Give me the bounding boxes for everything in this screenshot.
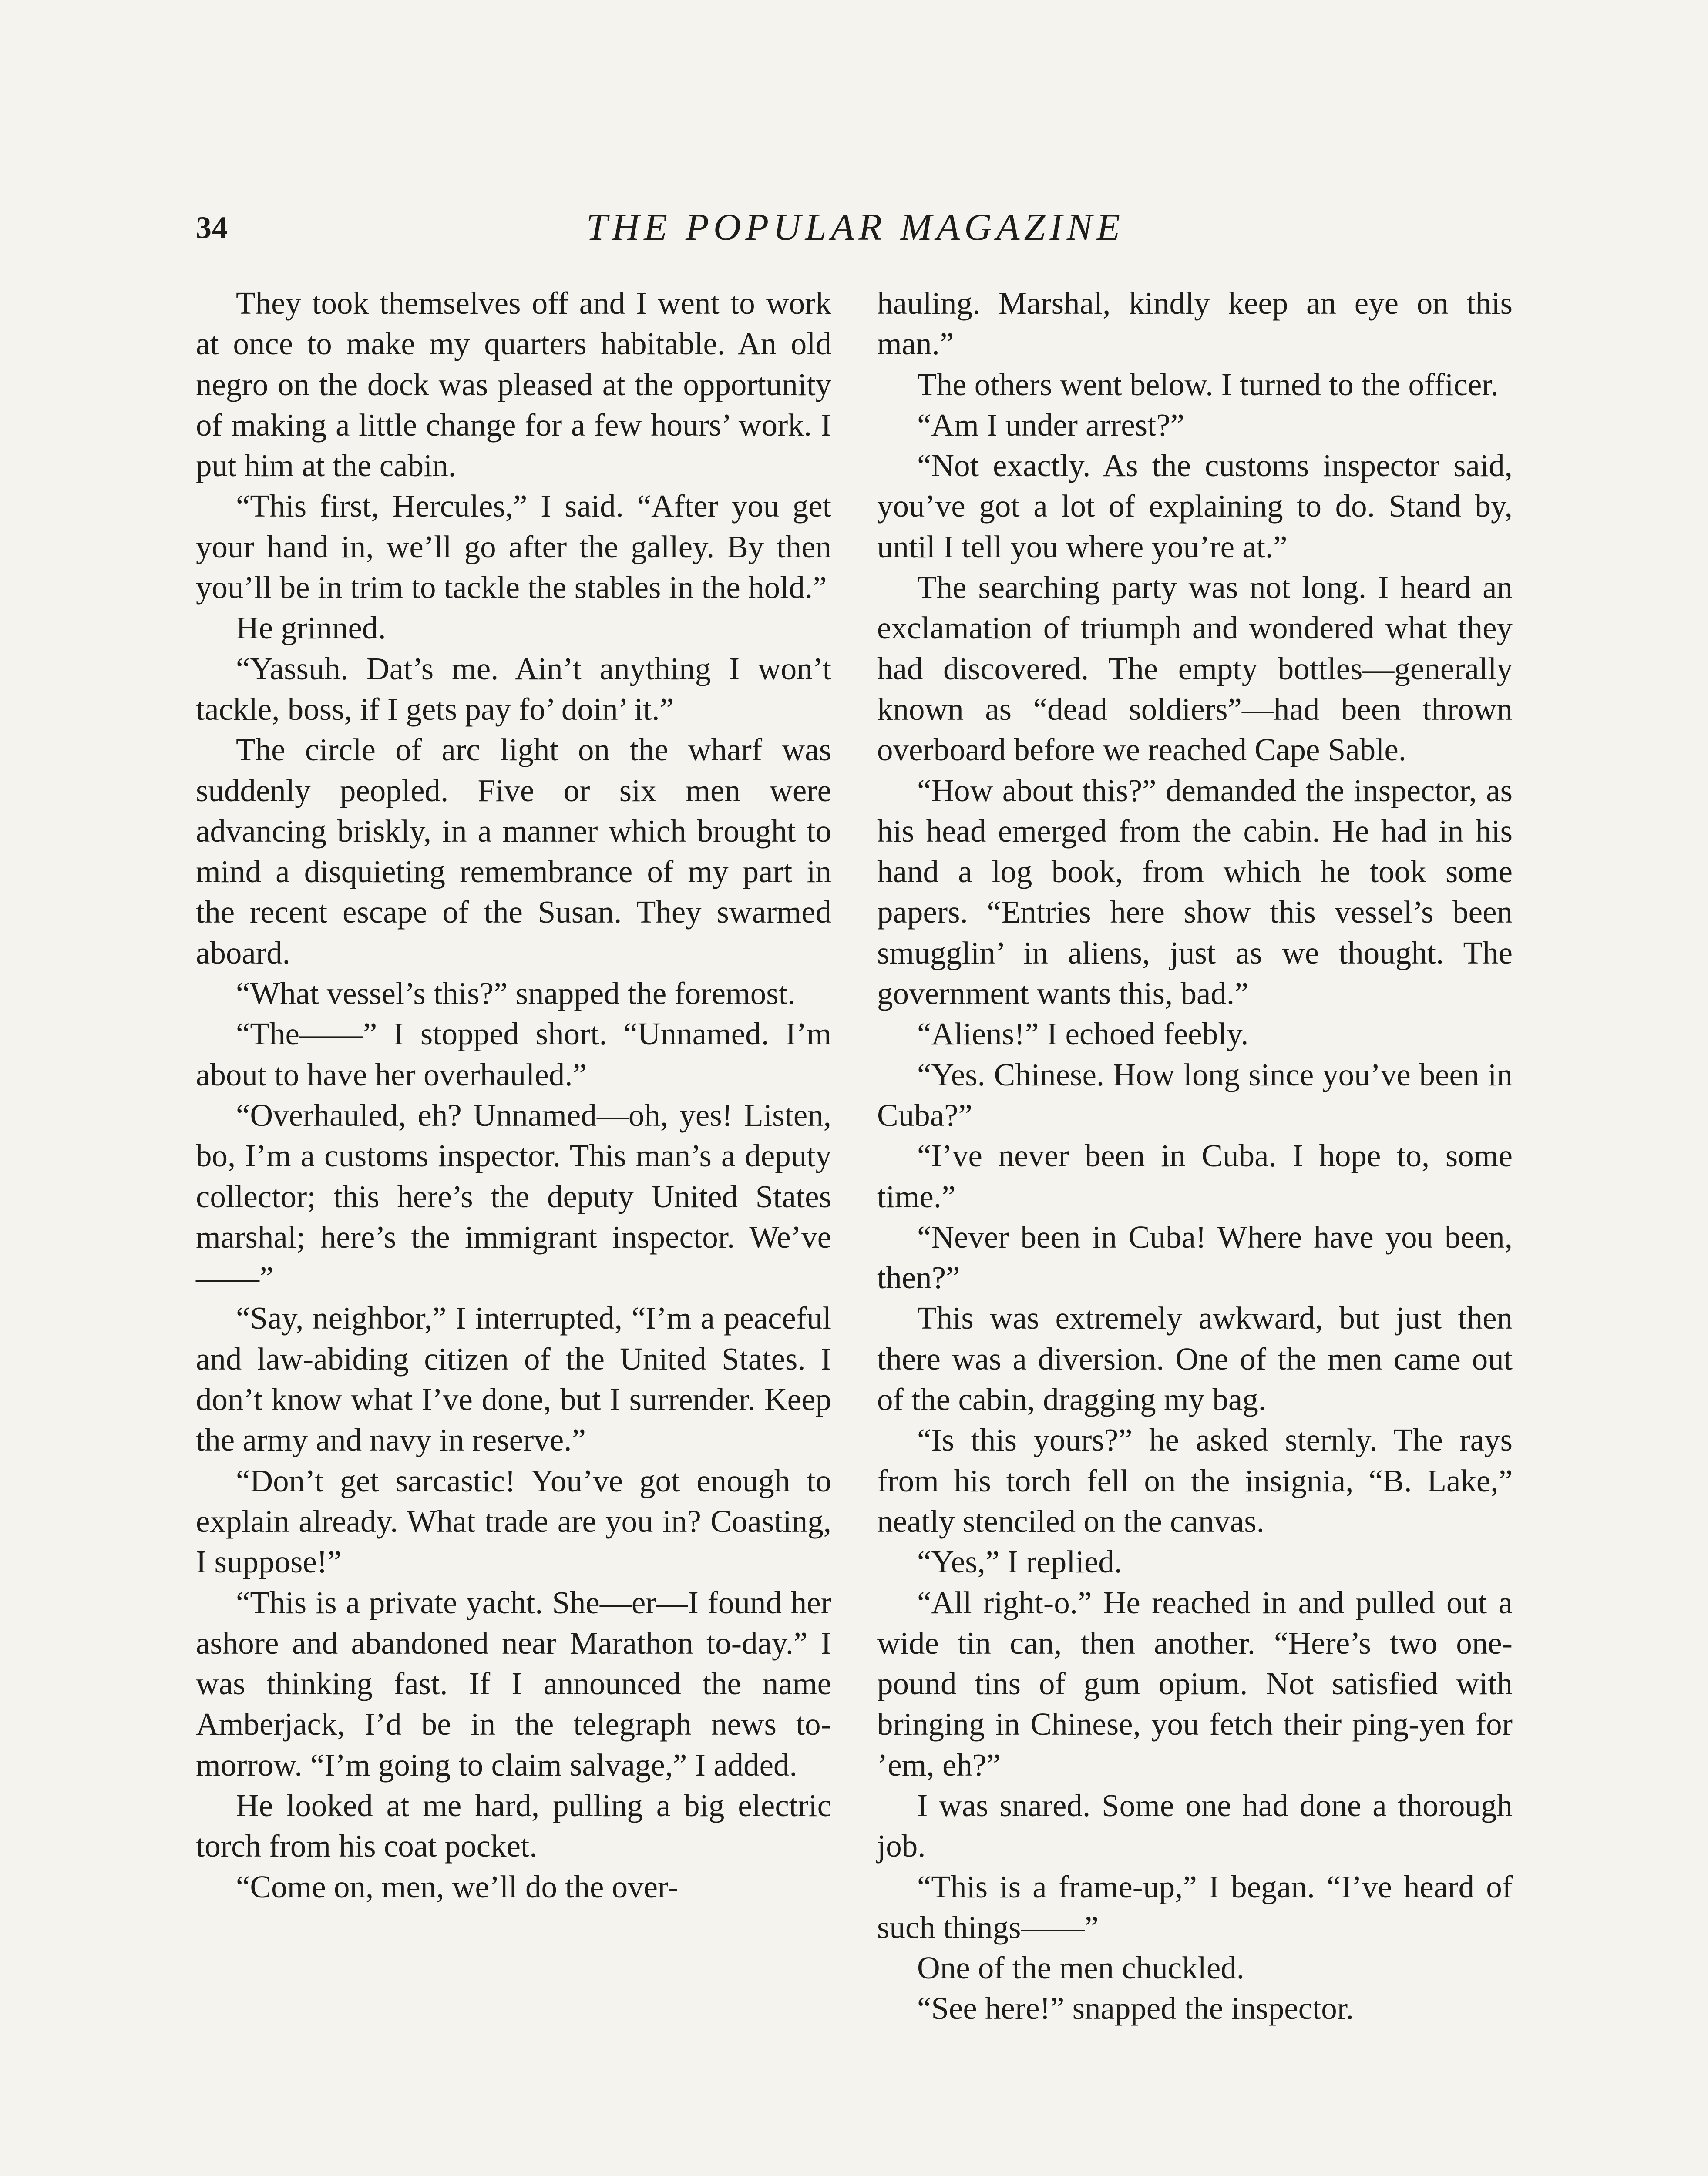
paragraph: “Never been in Cuba! Where have you been, then?” (877, 1219, 1513, 1296)
left-column (196, 283, 831, 1907)
paragraph: “Come on, men, we’ll do the over- (236, 1869, 679, 1904)
paragraph: They took themselves off and I went to work at once to make my quarters habitable. An old negro on the dock was pleased at the opportunity of making a little change for a few hours’ work. I put him at the cabin. (196, 285, 831, 484)
paragraph: The circle of arc light on the wharf was suddenly peopled. Five or six men were advancing briskly, in a manner which brought to mind a disquieting remembrance of my part in the recent escape of the Susan. They swarmed aboard. (196, 732, 831, 970)
paragraph: “The——” I stopped short. “Unnamed. I’m about to have her overhauled.” (196, 1016, 831, 1092)
paragraph: “All right-o.” He reached in and pulled out a wide tin can, then another. “Here’s two one-pound tins of gum opium. Not satisfied with bringing in Chinese, you fetch their ping-yen for ’em, eh?” (877, 1585, 1513, 1783)
paragraph: He looked at me hard, pulling a big electric torch from his coat pocket. (196, 1787, 831, 1864)
paragraph: “Not exactly. As the customs inspector said, you’ve got a lot of explaining to do. Stand by, until I tell you where you’re at.” (877, 448, 1513, 564)
paragraph: “I’ve never been in Cuba. I hope to, some time.” (877, 1138, 1513, 1214)
paragraph: “This first, Hercules,” I said. “After you get your hand in, we’ll go after the galley. By then you’ll be in trim to tackle the stables in the hold.” (196, 488, 831, 605)
paragraph: The others went below. I turned to the officer. (917, 366, 1499, 402)
right-column (877, 283, 1513, 2029)
paragraph: “Overhauled, eh? Unnamed—oh, yes! Listen, bo, I’m a customs inspector. This man’s a deputy collector; this here’s the deputy United States marshal; here’s the immigrant inspector. We’ve——” (196, 1097, 831, 1296)
paragraph: “Yassuh. Dat’s me. Ain’t anything I won’t tackle, boss, if I gets pay fo’ doin’ it.” (196, 651, 831, 727)
paragraph: hauling. Marshal, kindly keep an eye on this man.” (877, 285, 1513, 362)
paragraph: This was extremely awkward, but just then there was a diversion. One of the men came out of the cabin, dragging my bag. (877, 1300, 1513, 1417)
paragraph: “Aliens!” I echoed feebly. (917, 1016, 1249, 1052)
page-header (196, 201, 1515, 266)
paragraph: “This is a frame-up,” I began. “I’ve heard of such things——” (877, 1869, 1513, 1945)
paragraph: “Yes,” I replied. (917, 1544, 1123, 1580)
page-number: 34 (196, 210, 228, 245)
paragraph: He grinned. (236, 610, 386, 646)
paragraph: One of the men chuckled. (917, 1950, 1245, 1986)
paragraph: The searching party was not long. I heard an exclamation of triumph and wondered what they had discovered. The empty bottles—generally known as “dead soldiers”—had been thrown overboard before we reached Cape Sable. (877, 570, 1513, 768)
paragraph: “How about this?” demanded the inspector, as his head emerged from the cabin. He had in his hand a log book, from which he took some papers. “Entries here show this vessel’s been smugglin’ in aliens, just as we thought. The government wants this, bad.” (877, 772, 1513, 1011)
paragraph: “Yes. Chinese. How long since you’ve been in Cuba?” (877, 1057, 1513, 1133)
paragraph: “See here!” snapped the inspector. (917, 1991, 1354, 2026)
paragraph: “Is this yours?” he asked sternly. The rays from his torch fell on the insignia, “B. Lake,” neatly stenciled on the canvas. (877, 1422, 1513, 1539)
paragraph: I was snared. Some one had done a thorough job. (877, 1787, 1513, 1864)
paragraph: “Am I under arrest?” (917, 407, 1185, 443)
paragraph: “This is a private yacht. She—er—I found her ashore and abandoned near Marathon to-day.” I was thinking fast. If I announced the name Amberjack, I’d be in the telegraph news to-morrow. “I’m going to claim salvage,” I added. (196, 1585, 831, 1783)
paragraph: “Don’t get sarcastic! You’ve got enough to explain already. What trade are you in? Coasting, I suppose!” (196, 1463, 831, 1580)
paragraph: “Say, neighbor,” I interrupted, “I’m a peaceful and law-abiding citizen of the United States. I don’t know what I’ve done, but I surrender. Keep the army and navy in reserve.” (196, 1300, 831, 1458)
running-title: THE POPULAR MAGAZINE (586, 206, 1125, 248)
paragraph: “What vessel’s this?” snapped the foremost. (236, 976, 796, 1011)
